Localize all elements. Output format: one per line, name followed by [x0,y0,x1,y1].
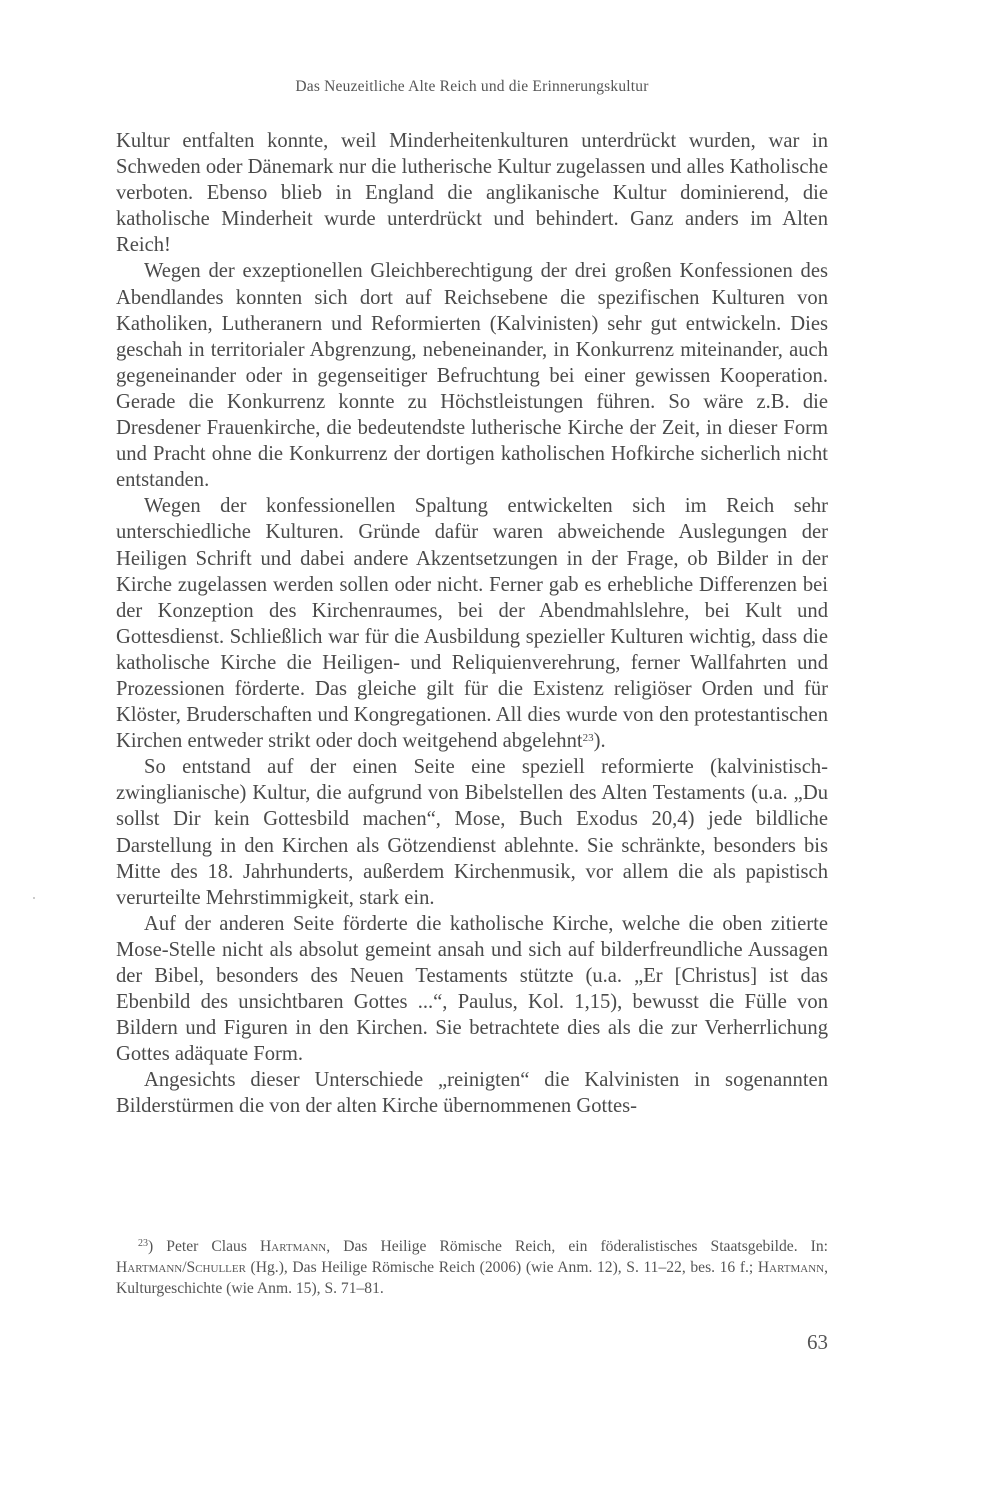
footnote-author-1: Hartmann [260,1238,327,1255]
footnote-number: 23 [138,1238,148,1249]
footnote-text-3: (Hg.), Das Heilige Römische Reich (2006) (wie Anm. 12), S. 11–22, bes. 16 f.; [245,1259,758,1276]
paragraph-3 [116,493,828,754]
footnote-author-2: Hartmann/Schuller [116,1259,246,1276]
paragraph-1: Kultur entfalten konnte, weil Minderheitenkulturen unterdrückt wurden, war in Schweden oder Dänemark nur die lutherische Kultur zugelassen und alles Katholische verboten. Ebenso blieb in England die anglikanische Kultur dominierend, die katholische Minderheit wurde unterdrückt und behindert. Ganz anders im Alten Reich! [116,130,828,257]
footnote-author-3: Hartmann [757,1259,825,1276]
footnote-text-2: , Das Heilige Römische Reich, ein föderalistisches Staatsgebilde. In: [326,1238,828,1255]
body-text [116,128,828,1120]
footnote-reference[interactable]: 23 [582,732,594,745]
paragraph-5: Auf der anderen Seite förderte die katholische Kirche, welche die oben zitierte Mose-Stelle nicht als absolut gemeint ansah und sich auf bilderfreundliche Aussagen der Bibel, besonders des Neuen Testaments stützte (u.a. „Er [Christus] ist das Ebenbild des unsichtbaren Gottes ...“, Paulus, Kol. 1,15), bewusst die Fülle von Bildern und Figuren in den Kirchen. Sie betrachtete dies als die zur Verherrlichung Gottes adäquate Form. [116,912,828,1066]
paragraph-4: So entstand auf der einen Seite eine speziell reformierte (kalvinistisch-zwinglianische) Kultur, die aufgrund von Bibelstellen des Alten Testaments (u.a. „Du sollst Dir kein Gottesbild machen“, Mose, Buch Exodus 20,4) jede bildliche Darstellung in den Kirchen als Götzendienst ablehnte. Sie schränkte, besonders bis Mitte des 18. Jahrhunderts, außerdem Kirchenmusik, vor allem die als papistisch verurteilte Mehrstimmigkeit, stark ein. [116,756,828,909]
page-number: 63 [807,1330,828,1354]
paragraph-3-text: Wegen der konfessionellen Spaltung entwickelten sich im Reich sehr unterschiedliche Kulturen. Gründe dafür waren abweichende Auslegungen der Heiligen Schrift und dabei andere Akzentsetzungen in der Frage, ob Bilder in der Kirche zugelassen werden sollen oder nicht. Ferner gab es erhebliche Differenzen bei der Konzeption des Kirchenraumes, bei der Abendmahlslehre, bei Kult und Gottesdienst. Schließlich war für die Ausbildung spezieller Kulturen wichtig, dass die katholische Kirche die Heiligen- und Reliquienverehrung, ferner Wallfahrten und Prozessionen förderte. Das gleiche gilt für die Existenz religiöser Orden und für Klöster, Bruderschaften und Kongregationen. All dies wurde von den protestantischen Kirchen entweder strikt oder doch weitgehend abgelehnt [116,495,828,753]
footnote-23 [116,1236,828,1299]
footnote-text-4: , Kulturgeschichte (wie Anm. 15), S. 71–81. [116,1259,828,1297]
footnote-text-1: ) Peter Claus [148,1238,261,1255]
paragraph-3-end: ). [593,730,606,753]
footnotes [116,1236,828,1299]
paragraph-2: Wegen der exzeptionellen Gleichberechtigung der drei großen Konfessionen des Abendlandes konnten sich dort auf Reichsebene die spezifischen Kulturen von Katholiken, Lutheranern und Reformierten (Kalvinisten) sehr gut entwickeln. Dies geschah in territorialer Abgrenzung, nebeneinander, in Konkurrenz miteinander, auch gegeneinander oder in gegenseitiger Befruchtung bei einer gewissen Kooperation. Gerade die Konkurrenz konnte zu Höchstleistungen führen. So wäre z.B. die Dresdener Frauenkirche, die bedeutendste lutherische Kirche der Zeit, in dieser Form und Pracht ohne die Konkurrenz der dortigen katholischen Hofkirche sicherlich nicht entstanden. [116,260,828,492]
scan-speck [33,897,35,899]
running-head: Das Neuzeitliche Alte Reich und die Erinnerungskultur [295,78,649,95]
paragraph-6: Angesichts dieser Unterschiede „reinigten“ die Kalvinisten in sogenannten Bilderstürmen die von der alten Kirche übernommenen Gottes- [116,1069,828,1118]
